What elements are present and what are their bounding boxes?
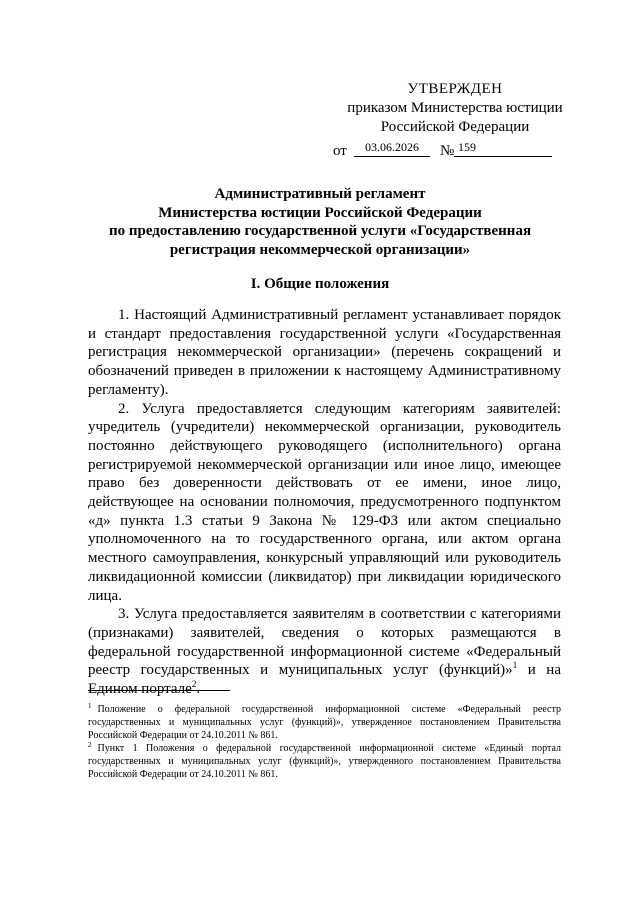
- document-body: [88, 306, 561, 699]
- number-sign-label: №: [440, 143, 455, 159]
- date-prefix-label: от: [333, 143, 347, 159]
- paragraph-3-text-c: .: [196, 681, 201, 698]
- footnote-divider: [88, 690, 230, 691]
- approval-heading: УТВЕРЖДЕН: [407, 81, 503, 97]
- footnote-mark-1: 1: [88, 701, 92, 710]
- footnote-ref-1[interactable]: 1: [512, 660, 518, 671]
- title-line-3: по предоставлению государственной услуги «Государственная: [108, 223, 532, 240]
- title-line-2: Министерства юстиции Российской Федерации: [158, 204, 482, 221]
- approval-number: 159: [454, 138, 552, 157]
- approval-date: 03.06.2026: [354, 138, 430, 157]
- section-heading: I. Общие положения: [250, 276, 390, 292]
- footnote-text-1: Положение о федеральной государственной информационной системе «Федеральный реестр государственных и муниципальных услуг (функций)», утвержденное постановлением Правительства Российской Федерации от 24.10.2011 № 861.: [88, 704, 561, 741]
- paragraph-3: [88, 605, 561, 699]
- approval-issuer-line: приказом Министерства юстиции: [347, 100, 563, 116]
- title-line-4: регистрация некоммерческой организации»: [169, 241, 471, 258]
- footnote-2: [88, 742, 561, 781]
- paragraph-2: 2. Услуга предоставляется следующим категориям заявителей: учредитель (учредители) некоммерческой организации, руководитель постоянно действующего руководящего (исполнительного) органа регистрируемой некоммерческой организации или иное лицо, имеющее право без доверенности действовать от ее имени, иное лицо, действующее на основании полномочия, предусмотренного подпунктом «д» пункта 1.3 статьи 9 Закона № 129-ФЗ или актом специально уполномоченного на то государственного органа, или актом органа местного самоуправления, конкурсный управляющий или руководитель ликвидационной комиссии (ликвидатор) при ликвидации юридического лица.: [88, 400, 561, 604]
- approval-stamp: [330, 80, 580, 160]
- document-title: [60, 185, 580, 259]
- footnote-mark-2: 2: [88, 740, 92, 749]
- title-line-1: Административный регламент: [214, 186, 426, 202]
- footnote-text-2: Пункт 1 Положения о федеральной государственной информационной системе «Единый портал государственных и муниципальных услуг (функций)», утвержденного постановлением Правительства Российской Федерации от 24.10.2011 № 861.: [88, 743, 561, 780]
- paragraph-3-text-a: 3. Услуга предоставляется заявителям в соответствии с категориями (признаками) заявителей, сведения о которых размещаются в федеральной государственной информационной системе «Федеральный реестр государственных и муниципальных услуг (функций)»: [88, 606, 561, 679]
- footnote-ref-2[interactable]: 2: [191, 679, 197, 690]
- paragraph-3-text-b: и на Едином портале: [88, 662, 561, 698]
- footnote-1: [88, 703, 561, 742]
- footnotes: [88, 703, 561, 781]
- approval-country-line: Российской Федерации: [380, 119, 530, 135]
- approval-date-line: [330, 138, 580, 160]
- paragraph-1: 1. Настоящий Административный регламент устанавливает порядок и стандарт предоставления государственной услуги «Государственная регистрация некоммерческой организации» (перечень сокращений и обозначений приведен в приложении к настоящему Административному регламенту).: [88, 307, 561, 398]
